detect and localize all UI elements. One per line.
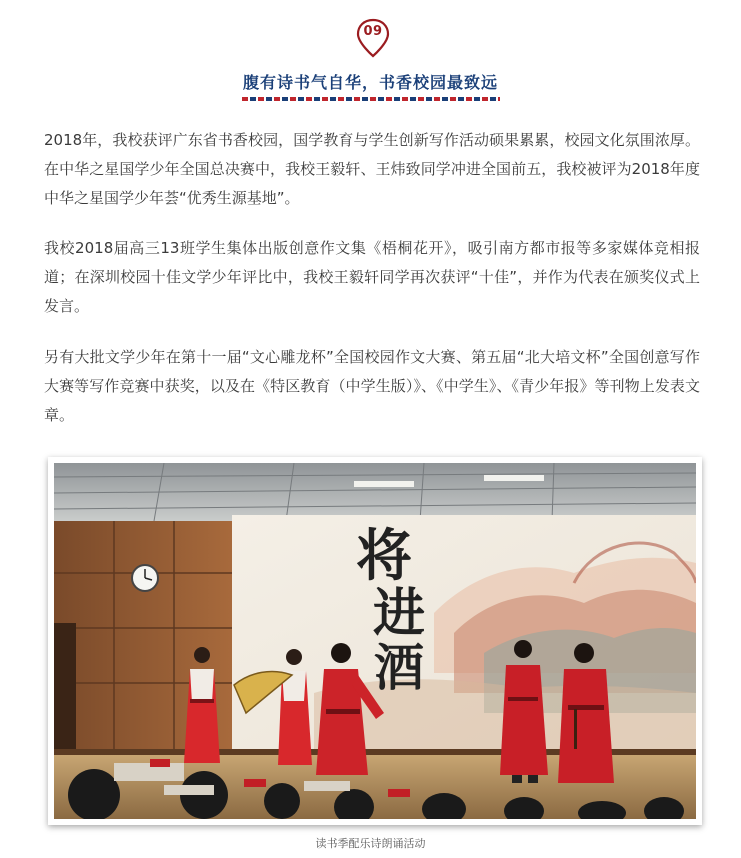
event-photo: [48, 457, 702, 825]
wall-clock-icon: [132, 565, 158, 591]
screen-calligraphy-char: 将: [356, 523, 412, 589]
paragraph: 另有大批文学少年在第十一届“文心雕龙杯”全国校园作文大赛、第五届“北大培文杯”全国创意写作大赛等写作竞赛中获奖，以及在《特区教育（中学生版）》、《中学生》、《青少年报》等刊物上发表文章。: [44, 348, 700, 424]
screen-calligraphy-char: 酒: [374, 638, 424, 697]
title-underline-divider: [242, 97, 500, 101]
section-title: 腹有诗书气自华，书香校园最致远: [242, 73, 498, 92]
screen-calligraphy-char: 进: [372, 583, 426, 644]
section-number: 09: [363, 24, 383, 39]
section-number-badge: [356, 18, 390, 58]
stage-photo-illustration: [54, 463, 696, 819]
paragraph: 我校2018届高三13班学生集体出版创意作文集《梧桐花开》，吸引南方都市报等多家媒体竞相报道；在深圳校园十佳文学少年评比中，我校王毅轩同学再次获评“十佳”，并作为代表在颁奖仪式上发言。: [44, 239, 700, 315]
paragraph: 2018年，我校获评广东省书香校园，国学教育与学生创新写作活动硕果累累，校园文化氛围浓厚。在中华之星国学少年全国总决赛中，我校王毅轩、王炜致同学冲进全国前五，我校被评为2018年度中华之星国学少年荟“优秀生源基地”。: [44, 131, 700, 207]
photo-caption: 读书季配乐诗朗诵活动: [315, 837, 426, 850]
